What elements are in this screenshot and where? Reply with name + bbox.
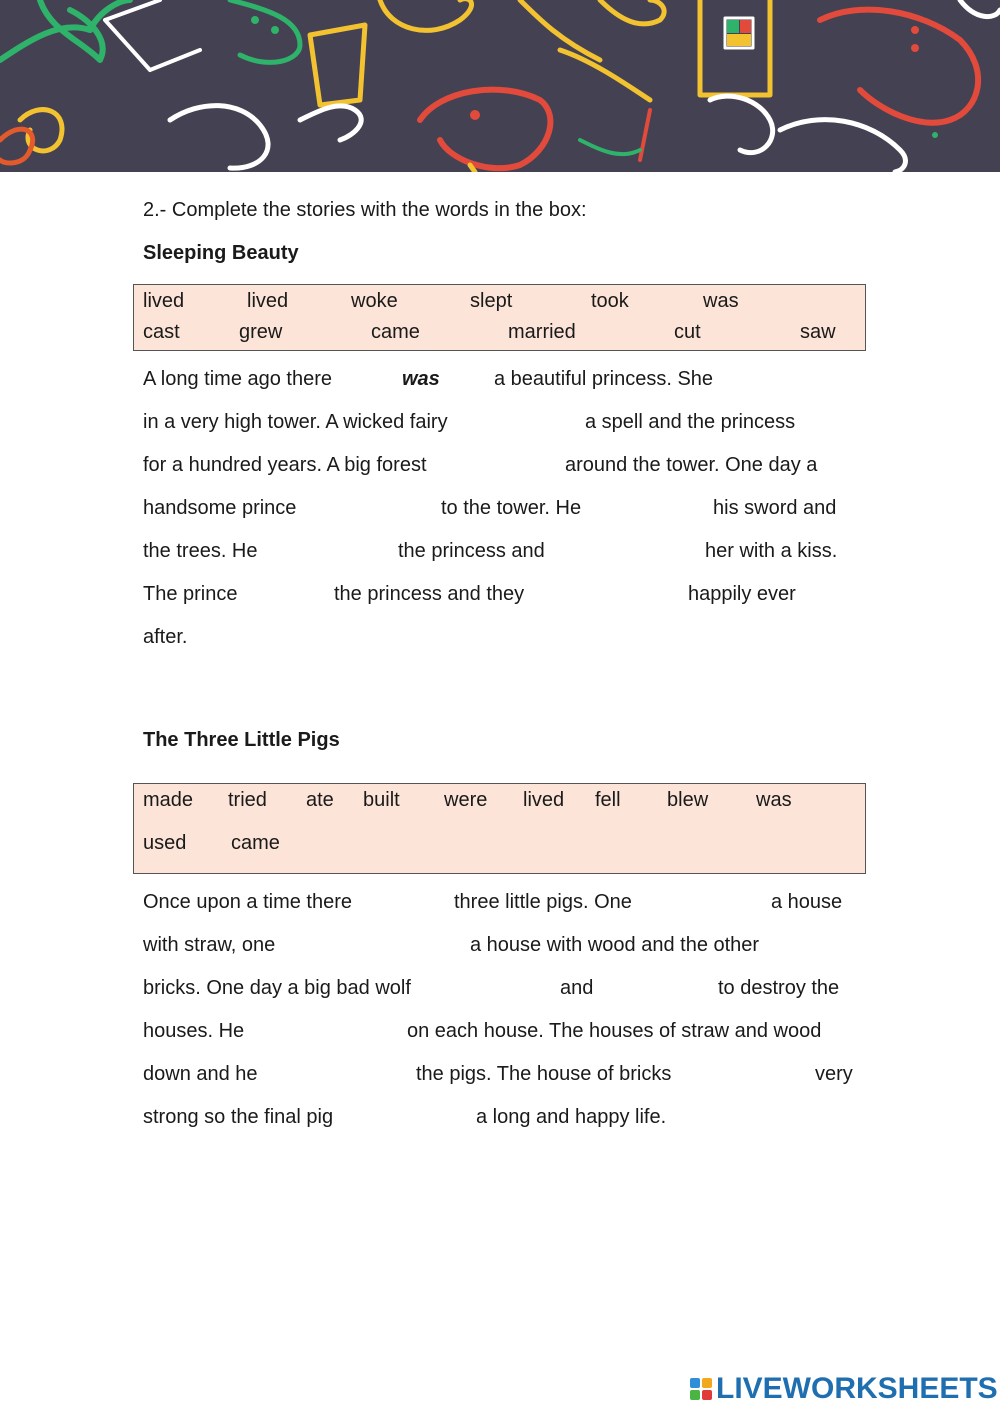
story-text: happily ever <box>688 583 796 605</box>
story1-word-box <box>133 284 866 351</box>
story-text: for a hundred years. A big forest <box>143 454 427 476</box>
story-text: around the tower. One day a <box>565 454 818 476</box>
word-box-word: was <box>703 290 739 312</box>
story-text: the pigs. The house of bricks <box>416 1063 672 1085</box>
story-text: Once upon a time there <box>143 891 353 913</box>
word-box-word: tried <box>228 789 267 811</box>
word-box-word: lived <box>143 290 185 312</box>
story-text: very <box>815 1063 853 1085</box>
story-text: a beautiful princess. She <box>494 368 714 390</box>
answer-blank[interactable] <box>440 975 556 1003</box>
answer-blank[interactable] <box>260 1018 404 1046</box>
liveworksheets-logo-icon <box>690 1378 712 1400</box>
story-text: bricks. One day a big bad wolf <box>143 977 411 999</box>
word-box-word: came <box>371 321 420 343</box>
story-text: in a very high tower. A wicked fairy <box>143 411 448 433</box>
answer-blank[interactable] <box>560 538 702 566</box>
word-box-word: married <box>508 321 576 343</box>
answer-blank[interactable] <box>545 581 685 609</box>
story-text: and <box>560 977 594 999</box>
story-text: after. <box>143 626 188 648</box>
answer-blank[interactable] <box>660 889 768 917</box>
story-text: a house with wood and the other <box>470 934 760 956</box>
answer-blank[interactable] <box>740 366 864 394</box>
word-box-word: grew <box>239 321 283 343</box>
story-text: with straw, one <box>143 934 276 956</box>
story-text: down and he <box>143 1063 258 1085</box>
answer-blank[interactable] <box>795 932 867 960</box>
story-text: A long time ago there <box>143 368 333 390</box>
word-box-word: made <box>143 789 194 811</box>
word-box-word: blew <box>667 789 709 811</box>
story-text: three little pigs. One <box>454 891 632 913</box>
header-banner-illustration <box>0 0 1000 172</box>
answer-blank[interactable] <box>295 932 467 960</box>
word-box-word: slept <box>470 290 513 312</box>
answer-blank[interactable] <box>355 1104 473 1132</box>
story-text: on each house. The houses of straw and wood <box>407 1020 822 1042</box>
word-box-word: was <box>756 789 792 811</box>
story-text: handsome prince <box>143 497 297 519</box>
story-text: The prince <box>143 583 238 605</box>
word-box-word: came <box>231 832 280 854</box>
word-box-word: lived <box>247 290 289 312</box>
answer-blank[interactable] <box>700 1061 812 1089</box>
answer-blank[interactable] <box>282 538 396 566</box>
word-box-word: lived <box>523 789 565 811</box>
answer-blank[interactable] <box>315 495 439 523</box>
story-text: houses. He <box>143 1020 245 1042</box>
story-text: to the tower. He <box>441 497 582 519</box>
story-text: her with a kiss. <box>705 540 838 562</box>
answer-blank[interactable] <box>248 581 332 609</box>
word-box-word: took <box>591 290 629 312</box>
answer-blank[interactable] <box>815 409 869 437</box>
logo-text: LIVEWORKSHEETS <box>716 1372 998 1405</box>
story-text: the trees. He <box>143 540 258 562</box>
word-box-word: used <box>143 832 187 854</box>
story-text: a house <box>771 891 843 913</box>
story-text: the princess and they <box>334 583 525 605</box>
word-box-word: woke <box>351 290 398 312</box>
example-answer: was <box>402 368 440 390</box>
word-box-word: ate <box>306 789 334 811</box>
instruction-text: 2.- Complete the stories with the words in the box: <box>143 199 587 221</box>
word-box-word: cast <box>143 321 180 343</box>
story-text: the princess and <box>398 540 545 562</box>
word-box-word: saw <box>800 321 836 343</box>
word-box-word: fell <box>595 789 621 811</box>
answer-blank[interactable] <box>375 889 451 917</box>
answer-blank[interactable] <box>485 409 584 437</box>
answer-blank[interactable] <box>610 495 712 523</box>
word-box-word: cut <box>674 321 701 343</box>
answer-blank[interactable] <box>274 1061 414 1089</box>
story-text: strong so the final pig <box>143 1106 334 1128</box>
story-text: a long and happy life. <box>476 1106 667 1128</box>
word-box-word: were <box>444 789 488 811</box>
story-text: his sword and <box>713 497 837 519</box>
story-text: to destroy the <box>718 977 840 999</box>
word-box-word: built <box>363 789 400 811</box>
story2-word-box <box>133 783 866 874</box>
story-text: a spell and the princess <box>585 411 796 433</box>
story2-title: The Three Little Pigs <box>143 729 340 751</box>
story1-title: Sleeping Beauty <box>143 242 299 264</box>
answer-blank[interactable] <box>460 452 564 480</box>
answer-blank[interactable] <box>603 975 715 1003</box>
liveworksheets-logo <box>690 1372 998 1406</box>
